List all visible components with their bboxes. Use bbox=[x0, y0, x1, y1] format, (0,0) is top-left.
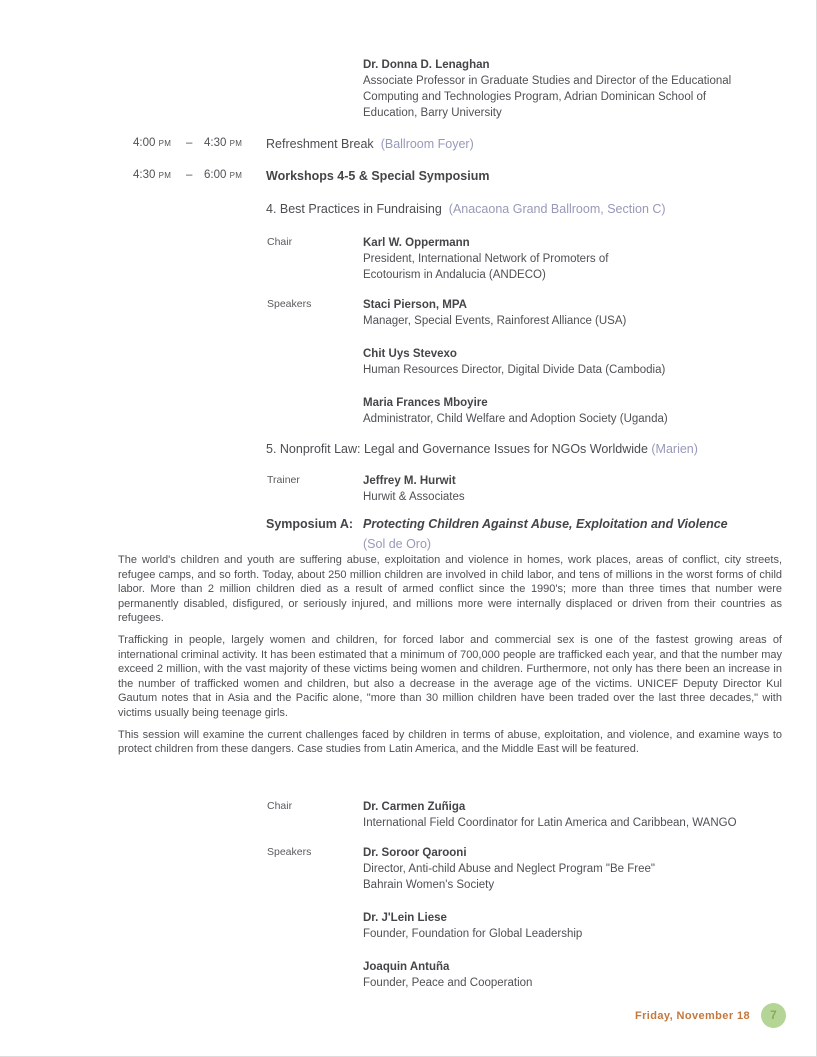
session4-chair-block bbox=[0, 235, 817, 283]
speaker-entry bbox=[363, 297, 817, 329]
trainer-desc-line: Hurwit & Associates bbox=[363, 491, 465, 503]
schedule-row-break bbox=[0, 136, 817, 152]
start-time: 4:30 PM bbox=[133, 169, 172, 181]
session4-speakers-block bbox=[0, 297, 817, 444]
break-title: Refreshment Break (Ballroom Foyer) bbox=[266, 137, 474, 151]
speaker-name: Maria Frances Mboyire bbox=[363, 397, 488, 409]
speaker-desc-line: Founder, Peace and Cooperation bbox=[363, 977, 533, 989]
symposium-room: (Sol de Oro) bbox=[363, 537, 432, 551]
speaker-entry bbox=[363, 845, 817, 893]
time-dash: – bbox=[186, 169, 193, 181]
speaker-entry bbox=[363, 346, 817, 378]
chair-desc-line: Ecotourism in Andalucia (ANDECO) bbox=[363, 269, 546, 281]
speaker-entry bbox=[363, 395, 817, 427]
person-title-line: Education, Barry University bbox=[363, 107, 502, 119]
description-paragraph: This session will examine the current challenges faced by children in terms of abuse, exploitation, and violence, and examine ways to protect children from these dangers. Case studies from Latin America, and the Middle East will be featured. bbox=[118, 728, 782, 756]
speaker-name: Staci Pierson, MPA bbox=[363, 299, 467, 311]
time-dash: – bbox=[186, 137, 193, 149]
speaker-entry bbox=[363, 959, 817, 991]
speaker-desc-line: Human Resources Director, Digital Divide Data (Cambodia) bbox=[363, 364, 666, 376]
session5-room: (Marien) bbox=[651, 442, 698, 456]
speaker-desc-line: Bahrain Women's Society bbox=[363, 879, 495, 891]
speaker-desc-line: Founder, Foundation for Global Leadership bbox=[363, 928, 583, 940]
speaker-desc-line: Administrator, Child Welfare and Adoption Society (Uganda) bbox=[363, 413, 668, 425]
person-name: Dr. Donna D. Lenaghan bbox=[363, 59, 490, 71]
speaker-desc-line: Director, Anti-child Abuse and Neglect Program "Be Free" bbox=[363, 863, 655, 875]
chair-desc-line: President, International Network of Promoters of bbox=[363, 253, 609, 265]
description-paragraph: The world's children and youth are suffering abuse, exploitation and violence in homes, work places, areas of conflict, city streets, refugee camps, and so forth. Today, about 250 million children are involved in child labor, and tens of millions in the worst forms of child labor. More than 2 million children died as a result of armed conflict since the 1990's; more than three times that number were permanently disabled, disfigured, or seriously injured, and millions more were internally displaced or driven from their countries as refugees. bbox=[118, 554, 782, 625]
session5-title: 5. Nonprofit Law: Legal and Governance Issues for NGOs Worldwide (Marien) bbox=[266, 442, 698, 456]
workshops-heading: Workshops 4-5 & Special Symposium bbox=[266, 169, 490, 183]
description-paragraph: Trafficking in people, largely women and children, for forced labor and commercial sex is one of the fastest growing areas of international criminal activity. It has been estimated that a minimum of 700,000 people are trafficked each year, and that the number may exceed 2 million, with the vast majority of these victims being women and children. Furthermore, not only has there been an increase in the number of trafficked women and children, but also a decrease in the average age of the victims. UNICEF Deputy Director Kul Gautum notes that in Asia and the Pacific alone, "more than 30 million children have been traded over the last three decades," with victims usually being teenage girls. bbox=[118, 633, 782, 719]
trainer-label: Trainer bbox=[267, 474, 300, 486]
symposium-description bbox=[118, 553, 782, 764]
symposium-title: Protecting Children Against Abuse, Exploitation and Violence bbox=[363, 517, 728, 531]
speaker-desc-line: Manager, Special Events, Rainforest Alliance (USA) bbox=[363, 315, 627, 327]
symposium-chair-block bbox=[0, 799, 817, 831]
speaker-name: Dr. Soroor Qarooni bbox=[363, 847, 467, 859]
trainer-name: Jeffrey M. Hurwit bbox=[363, 475, 456, 487]
person-title-line: Associate Professor in Graduate Studies and Director of the Educational bbox=[363, 75, 732, 87]
session4-title: 4. Best Practices in Fundraising (Anacaona Grand Ballroom, Section C) bbox=[266, 202, 666, 216]
speakers-label: Speakers bbox=[267, 298, 312, 310]
break-room: (Ballroom Foyer) bbox=[380, 137, 474, 151]
speaker-name: Chit Uys Stevexo bbox=[363, 348, 457, 360]
chair-label: Chair bbox=[267, 236, 293, 248]
chair-name: Karl W. Oppermann bbox=[363, 237, 470, 249]
schedule-row-workshops bbox=[0, 168, 817, 184]
chair-label: Chair bbox=[267, 800, 293, 812]
end-time: 4:30 PM bbox=[204, 137, 243, 149]
speakers-label: Speakers bbox=[267, 846, 312, 858]
chair-name: Dr. Carmen Zuñiga bbox=[363, 801, 466, 813]
footer-date: Friday, November 18 bbox=[635, 1009, 750, 1022]
symposium-title-group bbox=[363, 516, 728, 552]
symposium-speakers-block bbox=[0, 845, 817, 1008]
page-footer bbox=[0, 1003, 786, 1028]
header-person-block bbox=[0, 57, 817, 121]
end-time: 6:00 PM bbox=[204, 169, 243, 181]
session4-room: (Anacaona Grand Ballroom, Section C) bbox=[448, 202, 666, 216]
chair-desc-line: International Field Coordinator for Latin America and Caribbean, WANGO bbox=[363, 817, 737, 829]
time-range bbox=[133, 169, 242, 181]
start-time: 4:00 PM bbox=[133, 137, 172, 149]
symposium-heading bbox=[266, 516, 728, 552]
symposium-label: Symposium A: bbox=[266, 517, 354, 531]
session5-trainer-block bbox=[0, 473, 817, 505]
speaker-name: Joaquin Antuña bbox=[363, 961, 450, 973]
time-range bbox=[133, 137, 242, 149]
speaker-entry bbox=[363, 910, 817, 942]
person-title-line: Computing and Technologies Program, Adrian Dominican School of bbox=[363, 91, 707, 103]
speaker-name: Dr. J'Lein Liese bbox=[363, 912, 447, 924]
page-number-badge: 7 bbox=[761, 1003, 786, 1028]
